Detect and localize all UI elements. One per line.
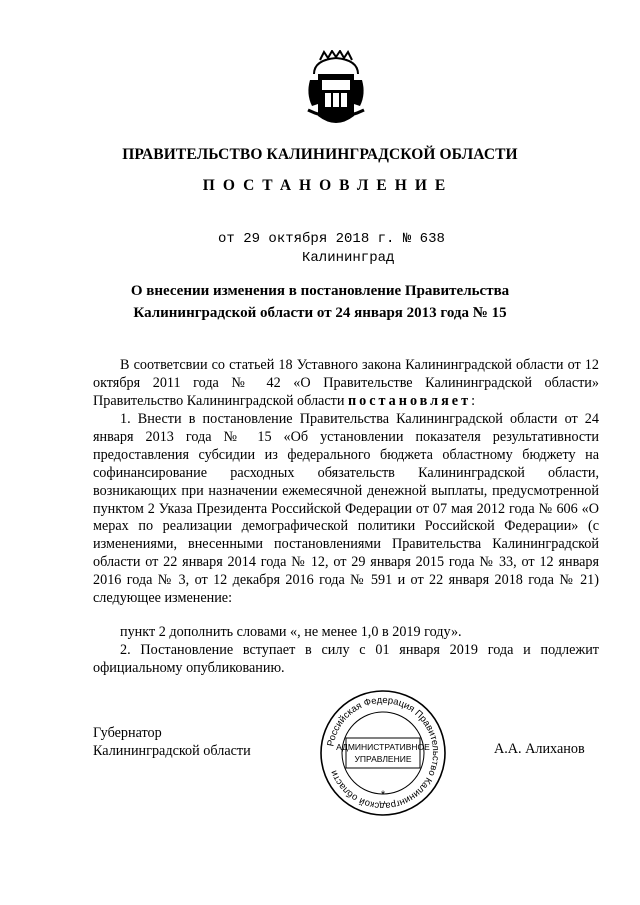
subject-line: О внесении изменения в постановление Правительства <box>130 283 510 299</box>
date-prefix: от <box>218 231 235 247</box>
clause-2-text: 2. Постановление вступает в силу с 01 января 2019 года и подлежит официальному опубликованию. <box>93 642 599 676</box>
official-stamp <box>318 688 448 818</box>
number-sign: № <box>402 231 412 247</box>
preamble-text: В соответсвии со статьей 18 Уставного закона Калининградской области от 12 октября 2011 года № 42 «О Правительстве Калининградской области» Правительство Калининградской области <box>93 357 599 409</box>
preamble <box>93 357 599 411</box>
clause-2 <box>93 642 599 678</box>
decree-word: постановляет <box>347 392 472 409</box>
stamp-center-line: АДМИНИСТРАТИВНОЕ <box>336 742 430 752</box>
document-number: 638 <box>419 231 445 247</box>
government-title: ПРАВИТЕЛЬСТВО КАЛИНИНГРАДСКОЙ ОБЛАСТИ <box>122 146 518 163</box>
stamp-center-line: УПРАВЛЕНИЕ <box>354 754 412 764</box>
stamp-ring-text: Российская Федерация Правительство Калининградской области <box>325 694 442 812</box>
document-type: ПОСТАНОВЛЕНИЕ <box>202 177 454 194</box>
date-line <box>218 231 445 247</box>
clause-1-sub <box>93 624 599 642</box>
colon: : <box>471 392 476 409</box>
document-date: 29 октября 2018 г. <box>243 231 395 247</box>
clause-1-text: 1. Внести в постановление Правительства Калининградской области от 24 января 2013 года № 15 «Об установлении показателя результативности предоставления субсидии из федерального бюджета областному бюджету на софинансирование расходных обязательств Калининградской области, возникающих при назначении ежемесячной денежной выплаты, предусмотренной пунктом 2 Указа Президента Российской Федерации от 07 мая 2012 года № 606 «О мерах по реализации демографической политики Российской Федерации» (с изменениями, внесенными постановлениями Правительства Калининградской области от 22 января 2014 года № 12, от 29 января 2015 года № 33, от 12 января 2016 года № 3, от 12 декабря 2016 года № 591 и от 22 января 2018 года № 21) следующее изменение: <box>93 411 599 607</box>
clause-1 <box>93 411 599 608</box>
signer-region: Калининградской области <box>93 743 251 759</box>
subject-line: Калининградской области от 24 января 2013 года № 15 <box>133 305 507 321</box>
signer-title <box>93 724 251 760</box>
signer-name: А.А. Алиханов <box>494 741 585 757</box>
document-subject <box>0 280 640 324</box>
coat-of-arms-emblem <box>300 50 372 130</box>
city: Калининград <box>302 250 395 266</box>
clause-1-sub-text: пункт 2 дополнить словами «, не менее 1,0 в 2019 году». <box>120 624 462 640</box>
signer-position: Губернатор <box>93 725 162 741</box>
stamp-star: * <box>380 789 386 801</box>
